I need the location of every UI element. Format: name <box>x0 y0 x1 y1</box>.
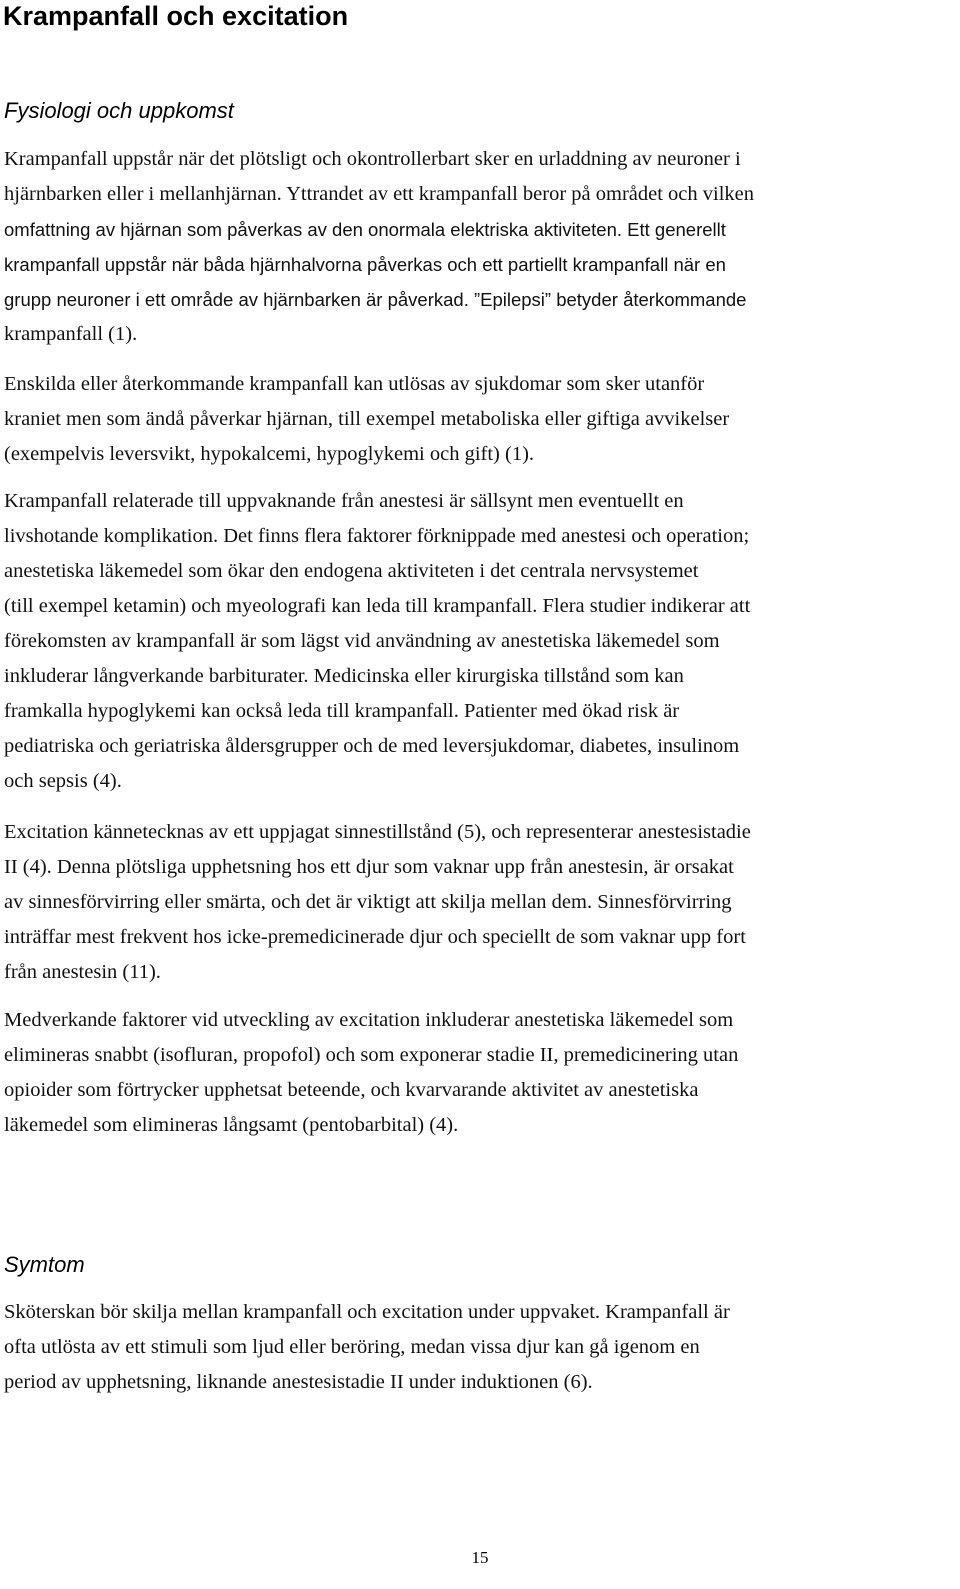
paragraph-line: Sköterskan bör skilja mellan krampanfall och excitation under uppvaket. Krampanfall är <box>4 1301 730 1323</box>
paragraph-1 <box>4 142 944 352</box>
page-number: 15 <box>471 1548 489 1567</box>
paragraph-line: anestetiska läkemedel som ökar den endogena aktiviteten i det centrala nervsystemet <box>4 560 699 582</box>
paragraph-line: (till exempel ketamin) och myeolografi kan leda till krampanfall. Flera studier indikerar att <box>4 595 751 617</box>
paragraph-line: grupp neuroner i ett område av hjärnbarken är påverkad. ”Epilepsi” betyder återkommande <box>4 289 747 310</box>
paragraph-line: ofta utlösta av ett stimuli som ljud eller beröring, medan vissa djur kan gå igenom en <box>4 1336 700 1358</box>
paragraph-line: pediatriska och geriatriska åldersgrupper och de med leversjukdomar, diabetes, insulinom <box>4 735 740 757</box>
paragraph-line: II (4). Denna plötsliga upphetsning hos ett djur som vaknar upp från anestesin, är orsakat <box>4 856 734 878</box>
paragraph-line: livshotande komplikation. Det finns flera faktorer förknippade med anestesi och operation; <box>4 525 750 547</box>
paragraph-line: elimineras snabbt (isofluran, propofol) och som exponerar stadie II, premedicinering utan <box>4 1044 739 1066</box>
paragraph-3 <box>4 484 944 799</box>
paragraph-line: av sinnesförvirring eller smärta, och det är viktigt att skilja mellan dem. Sinnesförvirring <box>4 891 732 913</box>
paragraph-line: Excitation kännetecknas av ett uppjagat sinnestillstånd (5), och representerar anestesistadie <box>4 821 751 843</box>
paragraph-line: inkluderar långverkande barbiturater. Medicinska eller kirurgiska tillstånd som kan <box>4 665 684 687</box>
paragraph-line: kraniet men som ändå påverkar hjärnan, till exempel metaboliska eller giftiga avvikelser <box>4 408 730 430</box>
section-heading-fysiologi: Fysiologi och uppkomst <box>4 98 234 123</box>
paragraph-line: läkemedel som elimineras långsamt (pentobarbital) (4). <box>4 1114 459 1136</box>
paragraph-line: Krampanfall uppstår när det plötsligt och okontrollerbart sker en urladdning av neuroner i <box>4 148 741 170</box>
paragraph-line: från anestesin (11). <box>4 961 161 983</box>
paragraph-line: (exempelvis leversvikt, hypokalcemi, hypoglykemi och gift) (1). <box>4 443 535 465</box>
paragraph-line: opioider som förtrycker upphetsat beteende, och kvarvarande aktivitet av anestetiska <box>4 1079 699 1101</box>
paragraph-line: och sepsis (4). <box>4 770 122 792</box>
paragraph-4 <box>4 815 944 990</box>
paragraph-6 <box>4 1295 944 1400</box>
paragraph-2 <box>4 367 944 472</box>
paragraph-line: Medverkande faktorer vid utveckling av excitation inkluderar anestetiska läkemedel som <box>4 1009 734 1031</box>
paragraph-line: krampanfall (1). <box>4 323 138 345</box>
page-title: Krampanfall och excitation <box>3 1 349 31</box>
paragraph-5 <box>4 1003 944 1143</box>
paragraph-line: period av upphetsning, liknande anestesistadie II under induktionen (6). <box>4 1371 593 1393</box>
paragraph-line: omfattning av hjärnan som påverkas av den onormala elektriska aktiviteten. Ett generellt <box>4 219 726 240</box>
paragraph-line: Krampanfall relaterade till uppvaknande från anestesi är sällsynt men eventuellt en <box>4 490 684 512</box>
paragraph-line: krampanfall uppstår när båda hjärnhalvorna påverkas och ett partiellt krampanfall när en <box>4 254 726 275</box>
paragraph-line: framkalla hypoglykemi kan också leda till krampanfall. Patienter med ökad risk är <box>4 700 680 722</box>
paragraph-line: Enskilda eller återkommande krampanfall kan utlösas av sjukdomar som sker utanför <box>4 373 705 395</box>
paragraph-line: förekomsten av krampanfall är som lägst vid användning av anestetiska läkemedel som <box>4 630 720 652</box>
section-heading-symtom: Symtom <box>4 1252 85 1277</box>
paragraph-line: hjärnbarken eller i mellanhjärnan. Yttrandet av ett krampanfall beror på området och vilken <box>4 183 755 205</box>
paragraph-line: inträffar mest frekvent hos icke-premedicinerade djur och speciellt de som vaknar upp fort <box>4 926 746 948</box>
